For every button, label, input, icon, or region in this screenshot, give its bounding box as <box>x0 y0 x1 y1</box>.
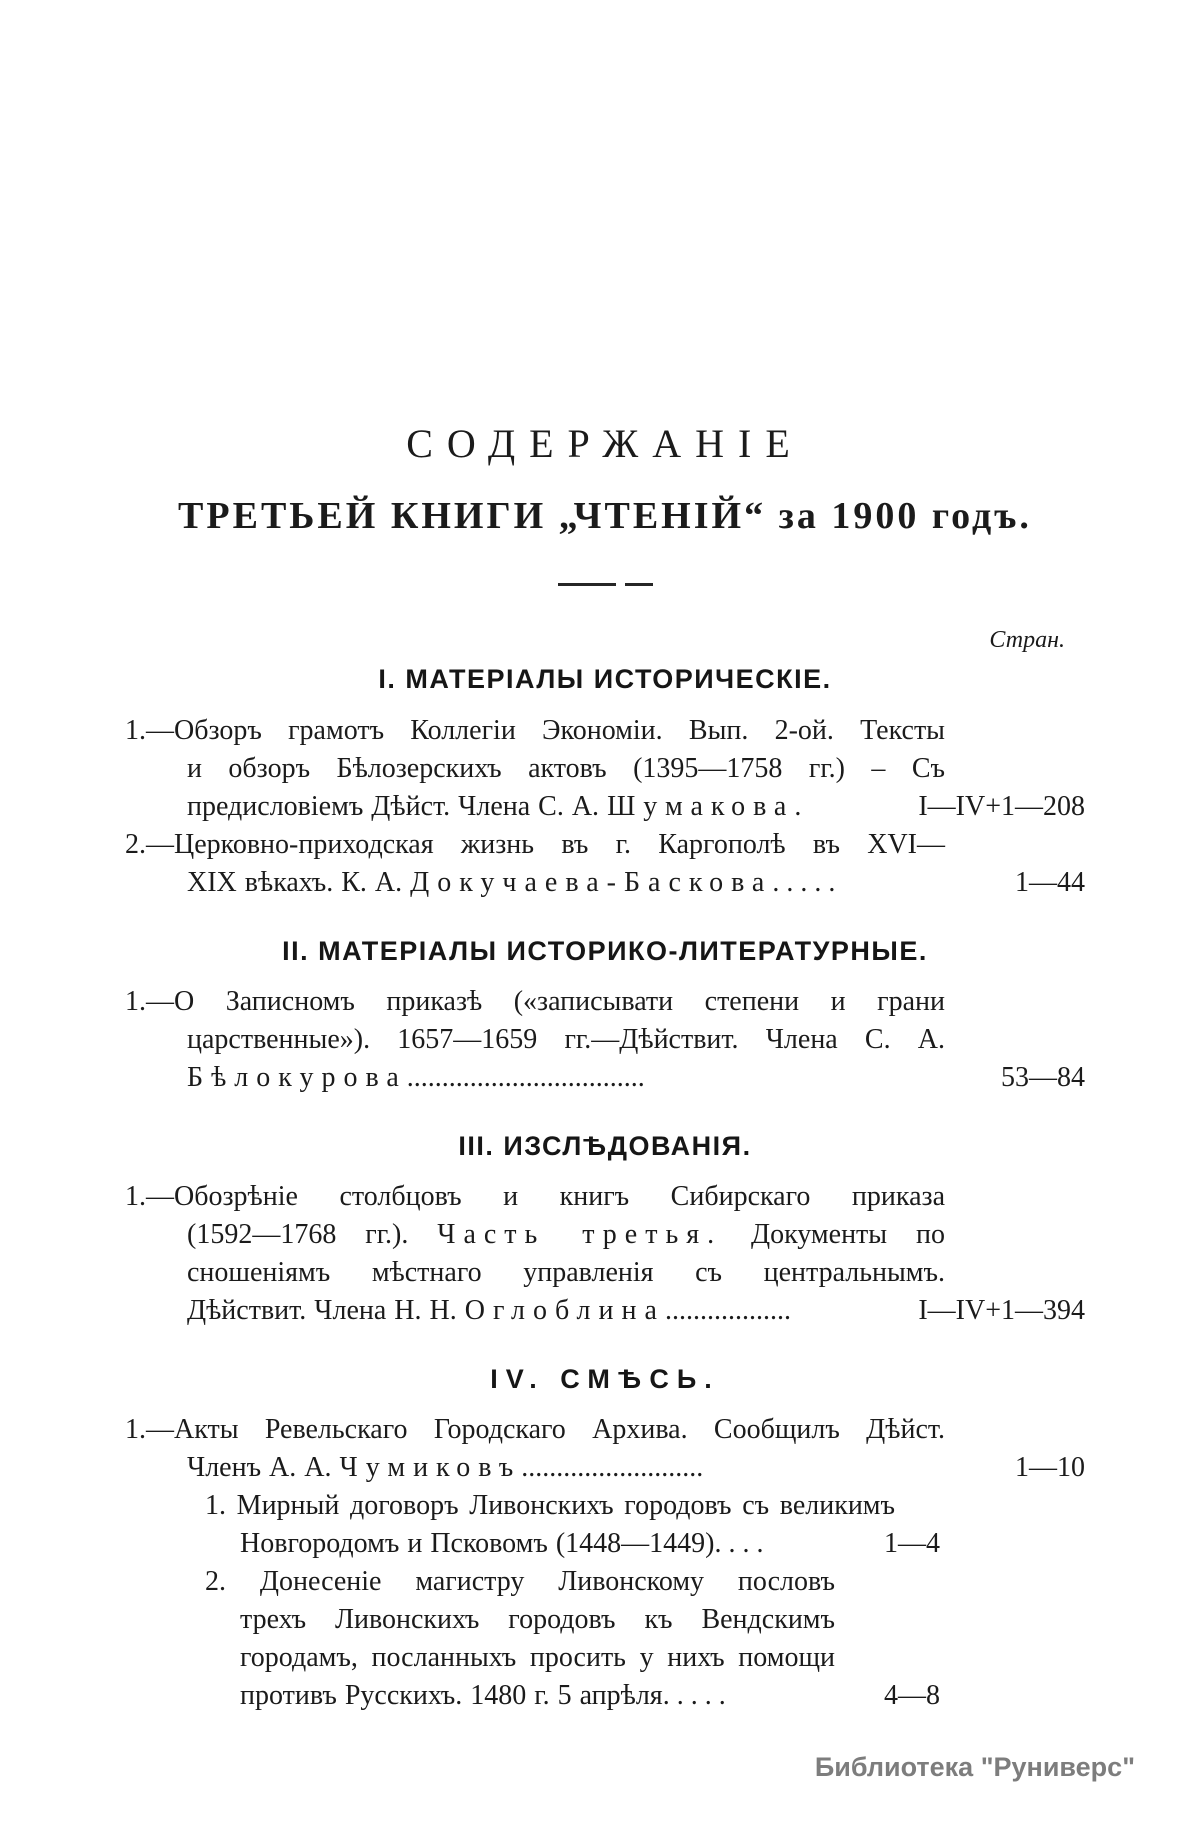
toc-line <box>125 1677 940 1715</box>
toc-section <box>125 1129 1085 1330</box>
toc-line-text <box>125 1178 945 1216</box>
divider-dash-long <box>558 583 616 586</box>
toc-text: предисловіемъ Дѣйст. Члена С. А. <box>187 791 608 822</box>
toc-text: 1.—Обозрѣніе столбцовъ и книгъ Сибирскаго приказа <box>125 1181 945 1212</box>
toc-column <box>125 420 1085 1715</box>
toc-line <box>125 1292 1085 1330</box>
toc-section <box>125 1362 1085 1715</box>
toc-line <box>125 788 1085 826</box>
toc-text: .................. <box>664 1295 791 1326</box>
toc-text: 1. Мирный договоръ Ливонскихъ городовъ съ великимъ <box>205 1490 895 1521</box>
toc-text: Членъ А. А. <box>187 1452 340 1483</box>
toc-text: Документы по <box>722 1219 945 1250</box>
letterspaced-name: Оглоблина <box>464 1295 665 1326</box>
dot-leader: ..... <box>772 867 843 898</box>
toc-line <box>125 1601 1085 1639</box>
toc-line <box>125 1178 1085 1216</box>
toc-line <box>125 1563 1085 1601</box>
toc-line-text <box>125 1639 835 1677</box>
toc-text: XIX вѣкахъ. К. А. <box>187 867 411 898</box>
toc-line <box>125 1254 1085 1292</box>
toc-line <box>125 1059 1085 1097</box>
title-divider-rule <box>125 582 1085 586</box>
toc-line <box>125 750 1085 788</box>
toc-text: 1.—Обзоръ грамотъ Коллегіи Экономіи. Вып. 2-ой. Тексты <box>125 715 945 746</box>
toc-section <box>125 934 1085 1097</box>
watermark: Библиотека "Руниверс" <box>814 1752 1135 1782</box>
toc <box>125 662 1085 1715</box>
section-heading: I. МАТЕРІАЛЫ ИСТОРИЧЕСКІЕ. <box>378 664 832 694</box>
toc-line <box>125 1525 940 1563</box>
toc-text: 1.—Акты Ревельскаго Городскаго Архива. Сообщилъ Дѣйст. <box>125 1414 945 1445</box>
page-range: 53—84 <box>1001 1062 1085 1093</box>
page-subtitle: ТРЕТЬЕЙ КНИГИ „ЧТЕНІЙ“ за 1900 годъ. <box>178 495 1032 537</box>
page-title: СОДЕРЖАНІЕ <box>406 421 804 466</box>
toc-line-text <box>125 864 842 902</box>
section-heading: IV. СМѢСЬ. <box>490 1364 720 1394</box>
page-range: 1—10 <box>1015 1452 1085 1483</box>
toc-text: царственные»). 1657—1659 гг.—Дѣйствит. Члена С. А. <box>187 1024 945 1055</box>
page-range: 4—8 <box>884 1680 940 1711</box>
toc-line-text <box>125 1059 645 1097</box>
toc-line <box>125 1216 1085 1254</box>
toc-line <box>125 712 1085 750</box>
dot-leader: .... <box>714 1528 771 1559</box>
toc-line <box>125 983 1085 1021</box>
toc-line <box>125 1021 1085 1059</box>
toc-line-text <box>125 1525 771 1563</box>
toc-line-text <box>125 1601 835 1639</box>
toc-text: трехъ Ливонскихъ городовъ къ Вендскимъ <box>240 1604 835 1635</box>
letterspaced-name: Бѣлокурова <box>187 1062 407 1093</box>
toc-text: (1592—1768 гг.). <box>187 1219 438 1250</box>
toc-line-text <box>125 1449 703 1487</box>
toc-text: 2.—Церковно-приходская жизнь въ г. Каргополѣ въ XVI— <box>125 829 945 860</box>
toc-text: городамъ, посланныхъ просить у нихъ помощи <box>240 1642 835 1673</box>
toc-text: .................................. <box>406 1062 645 1093</box>
dot-leader: ..... <box>662 1680 733 1711</box>
page-column-label: Стран. <box>989 627 1065 653</box>
toc-text: сношеніямъ мѣстнаго управленія съ центральнымъ. <box>187 1257 945 1288</box>
toc-line <box>125 1449 1085 1487</box>
toc-line-text <box>125 826 945 864</box>
toc-line-text <box>125 983 945 1021</box>
toc-text: Новгородомъ и Псковомъ (1448—1449) <box>240 1528 715 1559</box>
toc-text: .......................... <box>521 1452 704 1483</box>
toc-text: противъ Русскихъ. 1480 г. 5 апрѣля <box>240 1680 663 1711</box>
toc-line-text <box>125 1292 791 1330</box>
page-range: 1—4 <box>884 1528 940 1559</box>
toc-line <box>125 826 1085 864</box>
toc-text: 1.—О Записномъ приказѣ («записывати степени и грани <box>125 986 945 1017</box>
letterspaced-name: Докучаева-Баскова <box>410 867 773 898</box>
toc-line-text <box>125 712 945 750</box>
divider-dash-short <box>625 583 653 586</box>
toc-line <box>125 1639 1085 1677</box>
toc-text: 2. Донесеніе магистру Ливонскому пословъ <box>205 1566 835 1597</box>
toc-line-text <box>125 1411 945 1449</box>
toc-line-text <box>125 1216 945 1254</box>
page-range: I—IV+1—394 <box>918 1295 1085 1326</box>
toc-text: Дѣйствит. Члена Н. Н. <box>187 1295 465 1326</box>
toc-line-text <box>125 1487 895 1525</box>
toc-section <box>125 662 1085 902</box>
letterspaced-name: Часть третья. <box>437 1219 723 1250</box>
toc-line-text <box>125 1021 945 1059</box>
toc-line-text <box>125 788 809 826</box>
toc-line-text <box>125 1254 945 1292</box>
letterspaced-name: Чумиковъ <box>339 1452 522 1483</box>
section-heading: III. ИЗСЛѢДОВАНІЯ. <box>458 1131 752 1161</box>
toc-line-text <box>125 750 945 788</box>
toc-line-text <box>125 1563 835 1601</box>
toc-line <box>125 1487 1085 1525</box>
page-range: 1—44 <box>1015 867 1085 898</box>
section-heading: II. МАТЕРІАЛЫ ИСТОРИКО-ЛИТЕРАТУРНЫЕ. <box>282 936 928 966</box>
letterspaced-name: Шумакова. <box>607 791 810 822</box>
toc-line <box>125 1411 1085 1449</box>
page-range: I—IV+1—208 <box>918 791 1085 822</box>
toc-text: и обзоръ Бѣлозерскихъ актовъ (1395—1758 гг.) – Съ <box>187 753 945 784</box>
toc-line <box>125 864 1085 902</box>
toc-line-text <box>125 1677 733 1715</box>
